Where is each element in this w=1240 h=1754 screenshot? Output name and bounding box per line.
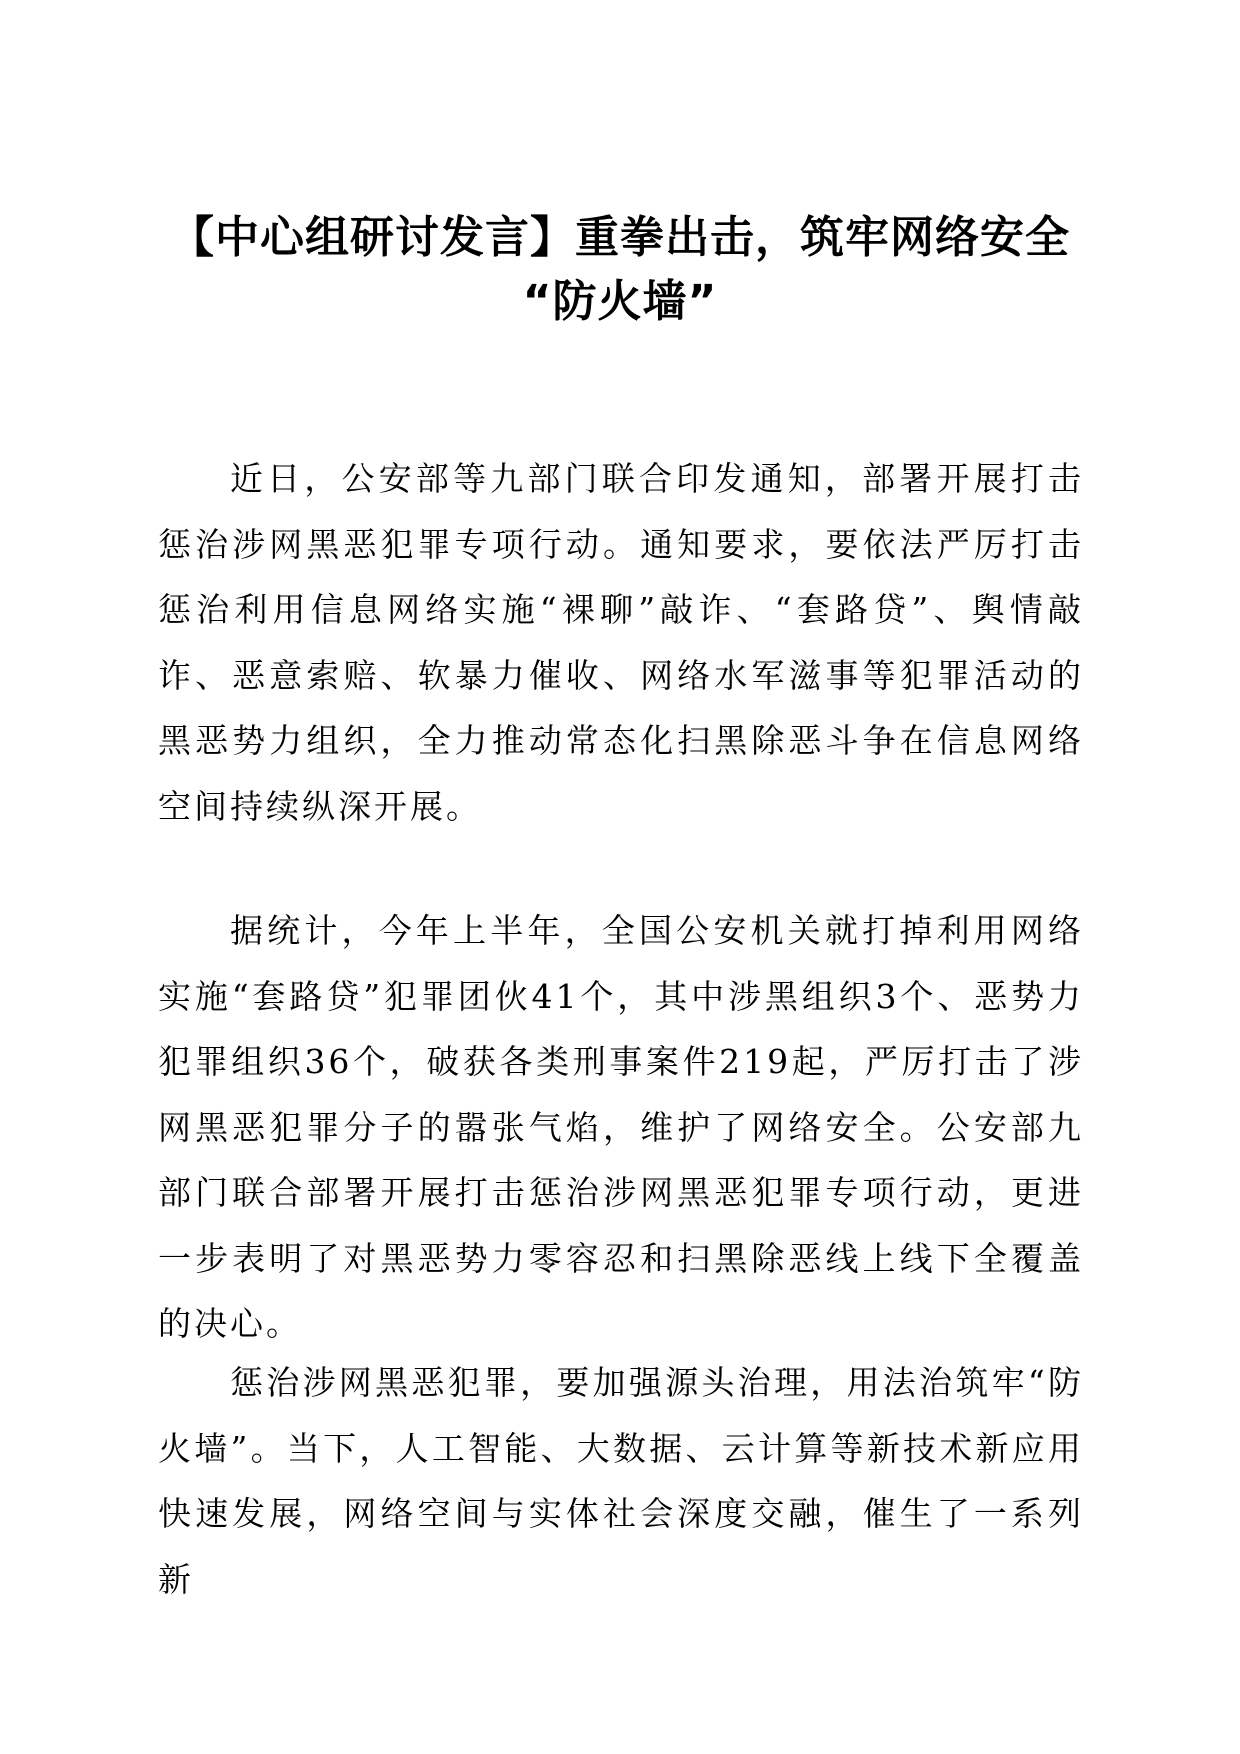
document-title xyxy=(150,206,1090,334)
title-line-2: “防火墙” xyxy=(522,276,718,327)
body-paragraph-2: 据统计，今年上半年，全国公安机关就打掉利用网络实施“套路贷”犯罪团伙41个，其中涉黑组织3个、恶势力犯罪组织36个，破获各类刑事案件219起，严厉打击了涉网黑恶犯罪分子的嚣张气焰，维护了网络安全。公安部九部门联合部署开展打击惩治涉网黑恶犯罪专项行动，更进一步表明了对黑恶势力零容忍和扫黑除恶线上线下全覆盖的决心。 xyxy=(158,911,1084,1343)
body-paragraph-1: 近日，公安部等九部门联合印发通知，部署开展打击惩治涉网黑恶犯罪专项行动。通知要求，要依法严厉打击惩治利用信息网络实施“裸聊”敲诈、“套路贷”、舆情敲诈、恶意索赔、软暴力催收、网络水军滋事等犯罪活动的黑恶势力组织，全力推动常态化扫黑除恶斗争在信息网络空间持续纵深开展。 xyxy=(158,459,1084,826)
title-line-1: 【中心组研讨发言】重拳出击，筑牢网络安全 xyxy=(170,212,1070,263)
body-paragraph-3: 惩治涉网黑恶犯罪，要加强源头治理，用法治筑牢“防火墙”。当下，人工智能、大数据、云计算等新技术新应用快速发展，网络空间与实体社会深度交融，催生了一系列新 xyxy=(158,1363,1084,1599)
